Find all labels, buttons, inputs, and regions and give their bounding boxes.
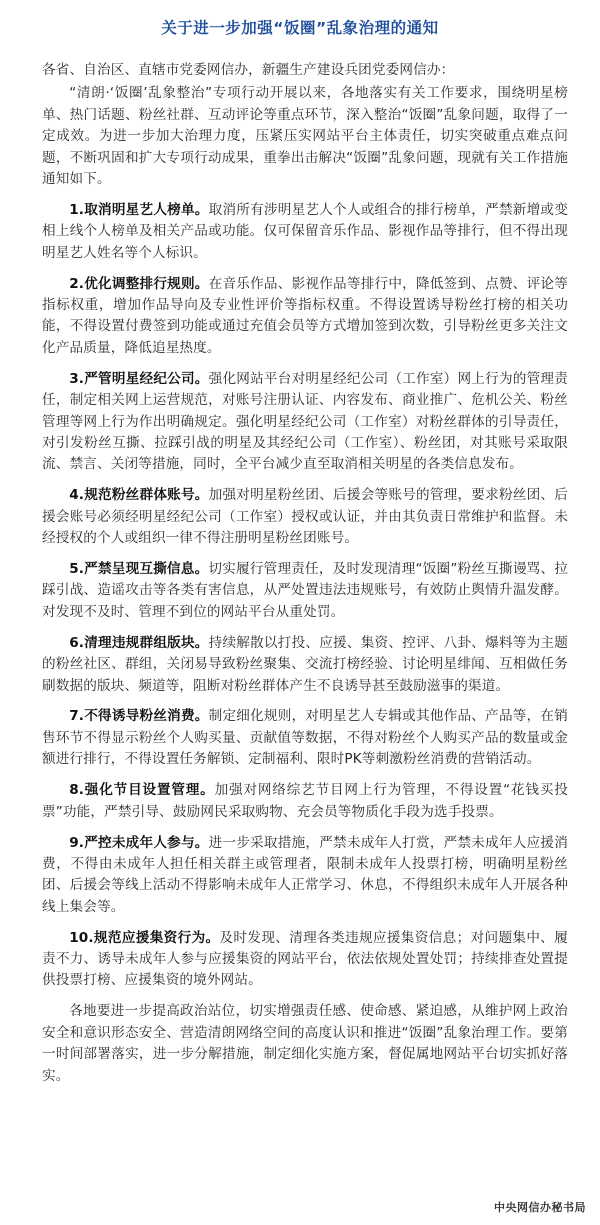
section-text: 加强对明星粉丝团、后援会等账号的管理，要求粉丝团、后援会账号必须经明星经纪公司（工作室）授权或认证，并由其负责日常维护和监督。未经授权的个人或组织一律不得注册明星粉丝团账号。 — [42, 487, 568, 547]
section-list — [42, 200, 568, 992]
section-lead: 7.不得诱导粉丝消费。 — [69, 708, 209, 725]
section-text: 进一步采取措施，严禁未成年人打赏，严禁未成年人应援消费，不得由未成年人担任相关群主或管理者，限制未成年人投票打榜，明确明星粉丝团、后援会等线上活动不得影响未成年人正常学习、休息，不得组织未成年人开展各种线上集会等。 — [42, 834, 568, 915]
section-item — [42, 780, 568, 823]
issuer-watermark: 中央网信办秘书局 — [494, 1201, 586, 1214]
document-body — [42, 60, 568, 1096]
intro-paragraph: “清朗·‘饭圈’乱象整治”专项行动开展以来，各地落实有关工作要求，围绕明星榜单、热门话题、粉丝社群、互动评论等重点环节，深入整治“饭圈”乱象问题，取得了一定成效。为进一步加大治理力度，压紧压实网站平台主体责任，切实突破重点难点问题，不断巩固和扩大专项行动成果，重拳出击解决“饭圈”乱象问题，现就有关工作措施通知如下。 — [42, 85, 568, 188]
section-item — [42, 485, 568, 549]
section-text: 及时发现、清理各类违规应援集资信息；对问题集中、履责不力、诱导未成年人参与应援集资的网站平台，依法依规处置处罚；持续排查处置提供投票打榜、应援集资的境外网站。 — [42, 929, 568, 989]
title-bar — [0, 0, 600, 54]
section-item — [42, 369, 568, 476]
section-lead: 6.清理违规群组版块。 — [69, 634, 209, 651]
section-item — [42, 928, 568, 992]
section-lead: 5.严禁呈现互撕信息。 — [69, 561, 209, 578]
document-title: 关于进一步加强“饭圈”乱象治理的通知 — [161, 19, 439, 37]
section-text: 取消所有涉明星艺人个人或组合的排行榜单，严禁新增或变相上线个人榜单及相关产品或功能。仅可保留音乐作品、影视作品等排行，但不得出现明星艺人姓名等个人标识。 — [42, 201, 568, 261]
section-item — [42, 274, 568, 360]
section-text: 加强对网络综艺节目网上行为管理，不得设置“花钱买投票”功能，严禁引导、鼓励网民采取购物、充会员等物质化手段为选手投票。 — [42, 782, 568, 820]
closing-paragraph: 各地要进一步提高政治站位，切实增强责任感、使命感、紧迫感，从维护网上政治安全和意识形态安全、营造清朗网络空间的高度认识和推进“饭圈”乱象治理工作。要第一时间部署落实，进一步分解措施，制定细化实施方案，督促属地网站平台切实抓好落实。 — [42, 1003, 568, 1084]
section-item — [42, 559, 568, 623]
section-item — [42, 633, 568, 697]
section-lead: 1.取消明星艺人榜单。 — [69, 201, 209, 218]
section-lead: 10.规范应援集资行为。 — [69, 929, 220, 946]
section-text: 强化网站平台对明星经纪公司（工作室）网上行为的管理责任，制定相关网上运营规范，对账号注册认证、内容发布、商业推广、危机公关、粉丝管理等网上行为作出明确规定。强化明星经纪公司（工作室）对粉丝群体的引导责任，对引发粉丝互撕、拉踩引战的明星及其经纪公司（工作室）、粉丝团，对其账号采取限流、禁言、关闭等措施，同时，全平台减少直至取消相关明星的各类信息发布。 — [42, 370, 568, 473]
salutation: 各省、自治区、直辖市党委网信办，新疆生产建设兵团党委网信办： — [42, 62, 455, 78]
section-text: 持续解散以打投、应援、集资、控评、八卦、爆料等为主题的粉丝社区、群组，关闭易导致粉丝聚集、交流打榜经验、讨论明星绯闻、互相做任务刷数据的版块、频道等，阻断对粉丝群体产生不良诱导甚至鼓励滋事的渠道。 — [42, 634, 568, 694]
section-item — [42, 706, 568, 770]
section-lead: 4.规范粉丝群体账号。 — [69, 487, 209, 504]
section-lead: 3.严管明星经纪公司。 — [69, 370, 209, 387]
section-lead: 2.优化调整排行规则。 — [69, 275, 209, 292]
section-item — [42, 200, 568, 264]
section-lead: 8.强化节目设置管理。 — [69, 782, 215, 799]
section-text: 切实履行管理责任，及时发现清理“饭圈”粉丝互撕谩骂、拉踩引战、造谣攻击等各类有害信息，从严处置违法违规账号，有效防止舆情升温发酵。对发现不及时、管理不到位的网站平台从重处罚。 — [42, 561, 568, 620]
section-text: 制定细化规则，对明星艺人专辑或其他作品、产品等，在销售环节不得显示粉丝个人购买量、贡献值等数据，不得对粉丝个人购买产品的数量或金额进行排行，不得设置任务解锁、定制福利、限时PK等刺激粉丝消费的营销活动。 — [42, 708, 568, 768]
section-lead: 9.严控未成年人参与。 — [69, 834, 209, 851]
section-text: 在音乐作品、影视作品等排行中，降低签到、点赞、评论等指标权重，增加作品导向及专业性评价等指标权重。不得设置诱导粉丝打榜的相关功能，不得设置付费签到功能或通过充值会员等方式增加签到次数，引导粉丝更多关注文化产品质量，降低追星热度。 — [42, 275, 568, 356]
section-item — [42, 833, 568, 919]
